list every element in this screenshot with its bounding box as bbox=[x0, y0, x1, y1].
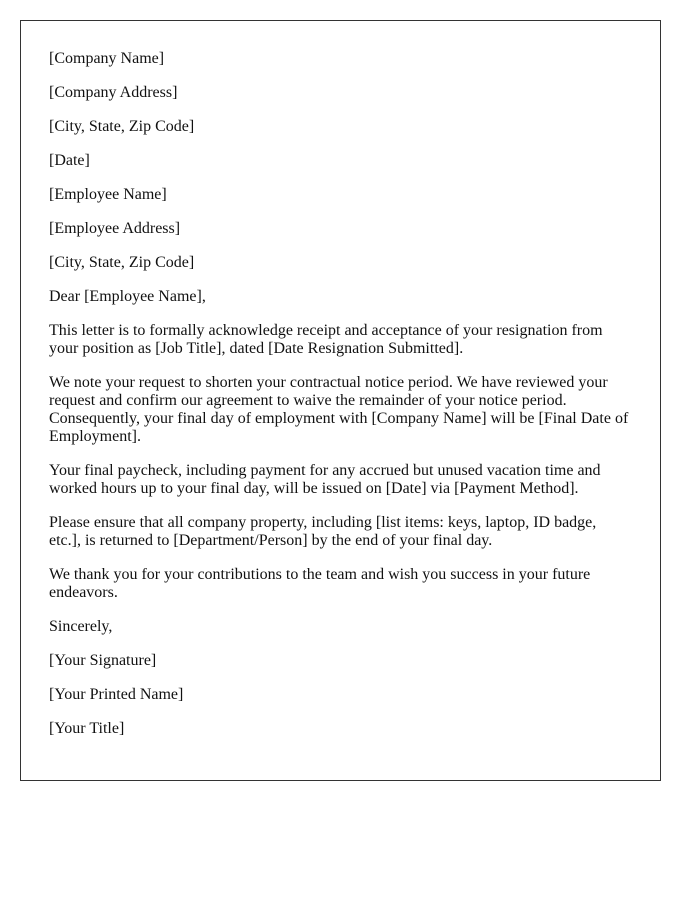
company-city-state-zip: [City, State, Zip Code] bbox=[49, 118, 195, 135]
letter-date: [Date] bbox=[49, 152, 90, 169]
employee-address: [Employee Address] bbox=[49, 220, 181, 237]
paragraph-notice-period: We note your request to shorten your contractual notice period. We have reviewed your request and confirm our agreement to waive the remainder of your notice period. Consequently, your final day of employment with [Company Name] will be [Final Date of Employment]. bbox=[49, 374, 629, 445]
company-address: [Company Address] bbox=[49, 84, 178, 101]
employee-name: [Employee Name] bbox=[49, 186, 167, 203]
signature: [Your Signature] bbox=[49, 652, 157, 669]
salutation: Dear [Employee Name], bbox=[49, 288, 206, 305]
employee-city-state-zip: [City, State, Zip Code] bbox=[49, 254, 195, 271]
paragraph-company-property: Please ensure that all company property, including [list items: keys, laptop, ID badge, etc.], is returned to [Department/Person] by the end of your final day. bbox=[49, 514, 597, 549]
paragraph-acknowledgement: This letter is to formally acknowledge receipt and acceptance of your resignation from your position as [Job Title], dated [Date Resignation Submitted]. bbox=[49, 322, 603, 357]
printed-name: [Your Printed Name] bbox=[49, 686, 184, 703]
resignation-acceptance-letter bbox=[20, 20, 661, 781]
closing: Sincerely, bbox=[49, 618, 113, 635]
paragraph-final-paycheck: Your final paycheck, including payment for any accrued but unused vacation time and worked hours up to your final day, will be issued on [Date] via [Payment Method]. bbox=[49, 462, 601, 497]
paragraph-thanks: We thank you for your contributions to the team and wish you success in your future endeavors. bbox=[49, 566, 591, 601]
company-name: [Company Name] bbox=[49, 50, 165, 67]
sender-title: [Your Title] bbox=[49, 720, 125, 737]
